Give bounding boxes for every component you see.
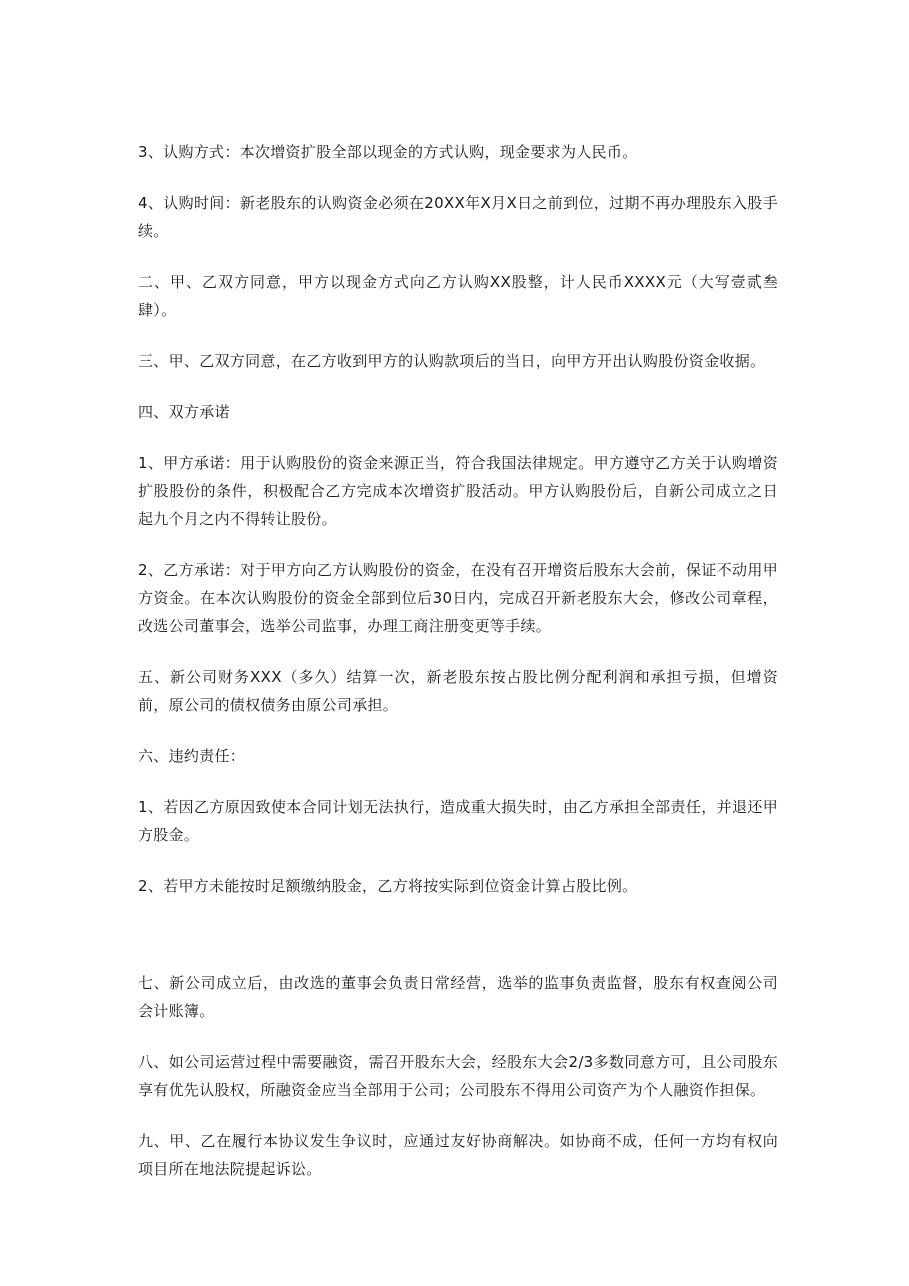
clause-subscription-method: 3、认购方式：本次增资扩股全部以现金的方式认购，现金要求为人民币。 bbox=[138, 143, 638, 161]
clause-three: 三、甲、乙双方同意，在乙方收到甲方的认购款项后的当日，向甲方开出认购股份资金收据。 bbox=[138, 352, 766, 370]
clause-six-item-1: 1、若因乙方原因致使本合同计划无法执行，造成重大损失时，由乙方承担全部责任，并退还甲方股金。 bbox=[138, 798, 778, 844]
document-body bbox=[138, 138, 778, 1206]
clause-six-item-2: 2、若甲方未能按时足额缴纳股金，乙方将按实际到位资金计算占股比例。 bbox=[138, 877, 638, 895]
clause-four-party-a: 1、甲方承诺：用于认购股份的资金来源正当，符合我国法律规定。甲方遵守乙方关于认购增资扩股股份的条件，积极配合乙方完成本次增资扩股活动。甲方认购股份后，自新公司成立之日起九个月之内不得转让股份。 bbox=[138, 454, 778, 528]
clause-four-heading: 四、双方承诺 bbox=[138, 403, 230, 421]
clause-seven: 七、新公司成立后，由改选的董事会负责日常经营，选举的监事负责监督，股东有权查阅公司会计账簿。 bbox=[138, 974, 778, 1020]
clause-subscription-time: 4、认购时间：新老股东的认购资金必须在20XX年X月X日之前到位，过期不再办理股东入股手续。 bbox=[138, 194, 778, 240]
clause-nine: 九、甲、乙在履行本协议发生争议时，应通过友好协商解决。如协商不成，任何一方均有权向项目所在地法院提起诉讼。 bbox=[138, 1132, 778, 1178]
clause-six-heading: 六、违约责任： bbox=[138, 747, 246, 765]
clause-two: 二、甲、乙双方同意，甲方以现金方式向乙方认购XX股整，计人民币XXXX元（大写壹贰叁肆）。 bbox=[138, 273, 778, 319]
clause-eight: 八、如公司运营过程中需要融资，需召开股东大会，经股东大会2/3多数同意方可，且公司股东享有优先认股权，所融资金应当全部用于公司；公司股东不得用公司资产为个人融资作担保。 bbox=[138, 1053, 778, 1099]
clause-five: 五、新公司财务XXX（多久）结算一次，新老股东按占股比例分配利润和承担亏损，但增资前，原公司的债权债务由原公司承担。 bbox=[138, 668, 778, 714]
clause-four-party-b: 2、乙方承诺：对于甲方向乙方认购股份的资金，在没有召开增资后股东大会前，保证不动用甲方资金。在本次认购股份的资金全部到位后30日内，完成召开新老股东大会，修改公司章程，改选公司董事会，选举公司监事，办理工商注册变更等手续。 bbox=[138, 561, 778, 635]
